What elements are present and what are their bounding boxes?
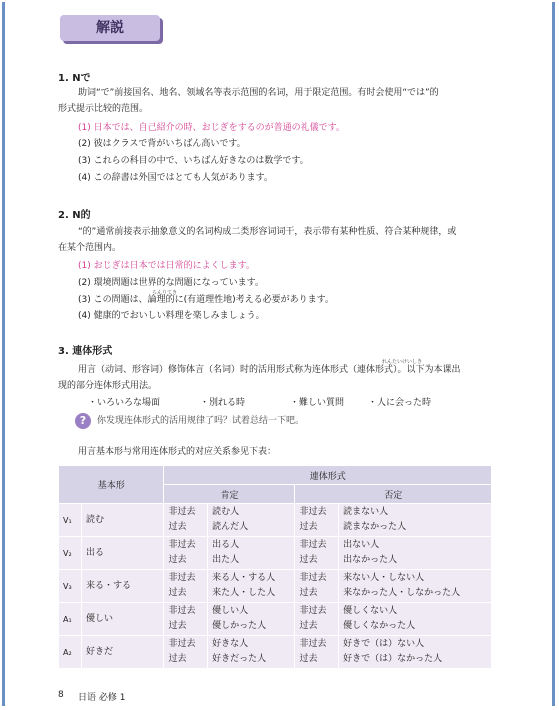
section-title-badge: 解説 <box>60 15 160 41</box>
tense-cell: 非过去 过去 <box>295 570 339 603</box>
tense-cell: 非过去 过去 <box>295 504 339 537</box>
tense-cell: 非过去 过去 <box>164 504 208 537</box>
table-row <box>59 636 492 669</box>
row-tag: A₁ <box>59 603 82 636</box>
ruby-reading: れんたいけいしき <box>382 359 423 365</box>
inline-example: ・人に会った時 <box>368 398 432 408</box>
row-tag: A₂ <box>59 636 82 669</box>
section-heading-3: 3. 連体形式 <box>58 346 113 357</box>
example-sentence: (3) この問題は、論理的に(有道理性地)考える必要があります。 <box>78 295 334 305</box>
table-row <box>59 570 492 603</box>
header-positive: 肯定 <box>164 485 295 504</box>
paragraph-line: “的”通常前接表示抽象意义的名词构成二类形容词词干，表示带有某种性质、符合某种规律，或 <box>78 227 457 237</box>
example-sentence: (4) 健康的でおいしい料理を楽しみましょう。 <box>78 311 265 321</box>
form-cell: 読まない人 読まなかった人 <box>339 504 492 537</box>
table-intro: 用言基本形与常用连体形式的对应关系参见下表： <box>78 447 277 457</box>
row-word: 出る <box>82 537 164 570</box>
row-word: 好きだ <box>82 636 164 669</box>
paragraph-line: 现的部分连体形式用法。 <box>58 381 158 391</box>
row-tag: V₂ <box>59 537 82 570</box>
question-text: 你发现连体形式的活用规律了吗？试着总结一下吧。 <box>97 416 305 426</box>
form-cell: 好きで（は）ない人 好きで（は）なかった人 <box>339 636 492 669</box>
header-negative: 否定 <box>295 485 492 504</box>
example-sentence: (3) これらの科目の中で、いちばん好きなのは数学です。 <box>78 156 309 166</box>
form-cell: 優しい人 優しかった人 <box>208 603 295 636</box>
inline-example: ・別れる時 <box>200 398 246 408</box>
form-cell: 好きな人 好きだった人 <box>208 636 295 669</box>
tense-cell: 非过去 过去 <box>295 537 339 570</box>
book-title: 日语 必修 1 <box>78 693 126 703</box>
question-icon: ? <box>75 413 91 429</box>
paragraph-line: 形式提示比较的范围。 <box>58 104 149 114</box>
header-base-form: 基本形 <box>59 466 164 504</box>
row-word: 優しい <box>82 603 164 636</box>
ruby-reading: ろんりてき <box>152 290 178 296</box>
row-word: 来る・する <box>82 570 164 603</box>
paragraph-line: 助词“で”前接国名、地名、领域名等表示范围的名词，用于限定范围。有时会使用“では”的 <box>78 88 439 98</box>
form-cell: 出ない人 出なかった人 <box>339 537 492 570</box>
example-sentence: (1) おじぎは日本では日常的によくします。 <box>78 261 255 271</box>
row-word: 読む <box>82 504 164 537</box>
conjugation-table <box>58 465 492 669</box>
form-cell: 出る人 出た人 <box>208 537 295 570</box>
tense-cell: 非过去 过去 <box>164 603 208 636</box>
form-cell: 来ない人・しない人 来なかった人・しなかった人 <box>339 570 492 603</box>
table-row <box>59 603 492 636</box>
inline-example: ・いろいろな場面 <box>88 398 161 408</box>
tense-cell: 非过去 过去 <box>295 603 339 636</box>
form-cell: 優しくない人 優しくなかった人 <box>339 603 492 636</box>
form-cell: 来る人・する人 来た人・した人 <box>208 570 295 603</box>
example-sentence: (4) この辞書は外国ではとても人気があります。 <box>78 173 273 183</box>
inline-example: ・難しい質問 <box>290 398 345 408</box>
table-row <box>59 537 492 570</box>
example-sentence: (1) 日本では、自己紹介の時、おじぎをするのが普通の礼儀です。 <box>78 123 345 133</box>
paragraph-line: 用言（动词、形容词）修饰体言（名词）时的活用形式称为连体形式（連体形式）。以下为本课出 <box>78 365 461 375</box>
example-sentence: (2) 環境問題は世界的な問題になっています。 <box>78 278 264 288</box>
row-tag: V₁ <box>59 504 82 537</box>
row-tag: V₃ <box>59 570 82 603</box>
section-heading-2: 2. N的 <box>58 210 91 221</box>
header-rentai: 連体形式 <box>164 466 492 485</box>
tense-cell: 非过去 过去 <box>164 636 208 669</box>
table-row <box>59 504 492 537</box>
paragraph-line: 在某个范围内。 <box>58 243 122 253</box>
section-heading-1: 1. Nで <box>58 73 91 84</box>
tense-cell: 非过去 过去 <box>164 537 208 570</box>
example-sentence: (2) 彼はクラスで背がいちばん高いです。 <box>78 139 246 149</box>
tense-cell: 非过去 过去 <box>164 570 208 603</box>
page-number: 8 <box>58 690 64 700</box>
form-cell: 読む人 読んだ人 <box>208 504 295 537</box>
tense-cell: 非过去 过去 <box>295 636 339 669</box>
